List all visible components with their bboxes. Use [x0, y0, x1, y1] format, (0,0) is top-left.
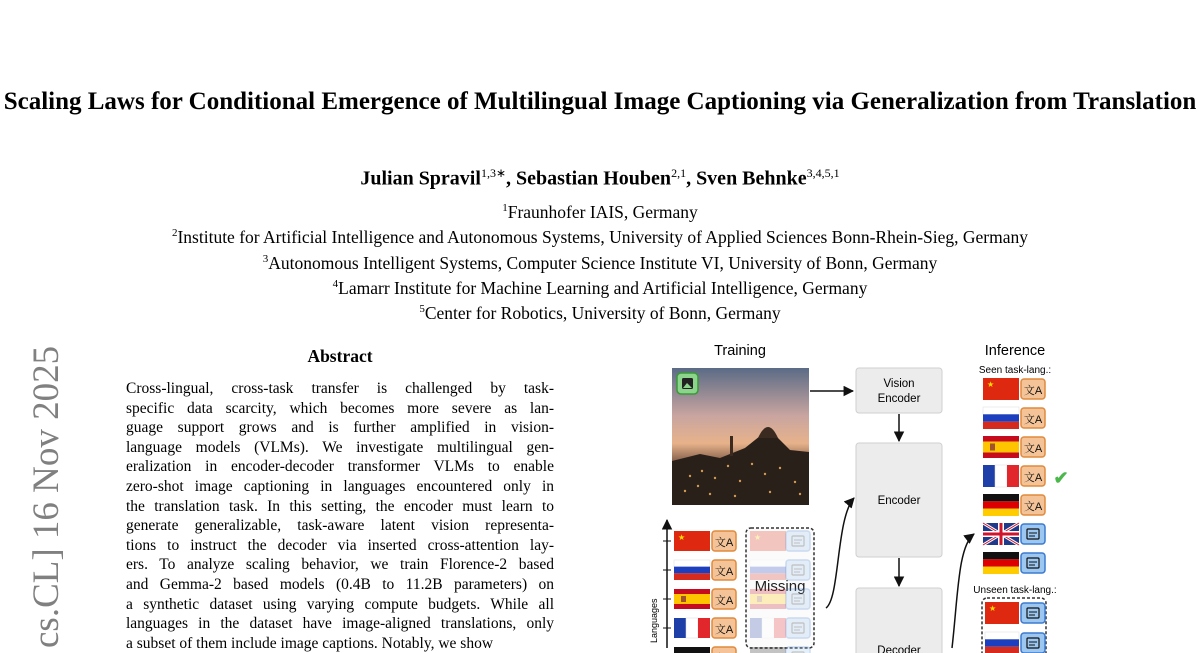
affiliation-number: 5 — [419, 303, 425, 316]
arxiv-stamp: cs.CL] 16 Nov 2025 — [26, 345, 67, 648]
affiliation — [0, 198, 1200, 223]
flag-ru-icon — [983, 407, 1019, 429]
languages-axis-label: Languages — [649, 598, 659, 643]
affiliation-number: 4 — [332, 277, 339, 290]
inference-heading: Inference — [984, 343, 1046, 359]
affiliation-text: Lamarr Institute for Machine Learning and Artificial Intelligence, Germany — [338, 277, 868, 298]
abstract-heading: Abstract — [307, 346, 373, 366]
flag-de-icon — [983, 552, 1019, 574]
affiliation — [0, 249, 1200, 274]
author-affil-marker: 3,4,5,1 — [806, 166, 840, 180]
svg-text:文A: 文A — [1023, 472, 1043, 484]
flag-es-icon — [983, 436, 1019, 458]
affiliation-text: Autonomous Intelligent Systems, Computer Science Institute VI, University of Bonn, Germany — [268, 252, 938, 273]
svg-text:文A: 文A — [1023, 443, 1043, 455]
training-heading: Training — [714, 343, 766, 359]
faded-flag-de-icon — [750, 647, 786, 653]
flag-es-icon — [674, 589, 710, 609]
flag-ru-icon — [985, 632, 1019, 653]
abstract-line: zero-shot image captioning in languages encountered only in — [126, 477, 554, 495]
caption-icon — [1021, 553, 1045, 573]
translate-icon — [712, 589, 736, 609]
abstract-line: guage support grows and is further amplified in vision- — [126, 419, 554, 437]
faded-flag-ru-icon — [750, 560, 786, 580]
flag-uk-icon — [983, 523, 1019, 545]
caption-icon — [1021, 603, 1045, 623]
svg-text:文A: 文A — [1023, 414, 1043, 426]
faded-flag-es-icon — [750, 589, 786, 609]
abstract-line: tions to instruct the decoder via inserted cross-attention lay- — [126, 536, 554, 554]
overview-figure — [640, 336, 1200, 653]
affiliation-text: Institute for Artificial Intelligence and Autonomous Systems, University of Applied Sciences Bonn-Rhein-Sieg, Germany — [177, 227, 1029, 248]
vision-encoder-label: Encoder — [877, 393, 921, 405]
abstract-line: eralization in encoder-decoder transformer VLMs to enable — [126, 458, 554, 476]
translate-icon — [1021, 495, 1045, 515]
affiliation-text: Center for Robotics, University of Bonn, Germany — [424, 303, 781, 324]
author-name: Sebastian Houben — [516, 167, 672, 190]
flag-fr-icon — [674, 618, 710, 638]
svg-text:文A: 文A — [714, 537, 734, 549]
svg-text:★: ★ — [989, 604, 997, 613]
affiliation-number: 2 — [171, 227, 178, 240]
faded-caption-icon — [786, 560, 810, 580]
translate-icon — [712, 531, 736, 551]
author-separator: , — [506, 167, 516, 190]
vision-encoder-label: Vision — [883, 378, 915, 390]
abstract-body — [126, 379, 554, 653]
arrow-tasks-to-encoder — [826, 498, 854, 608]
translate-icon — [1021, 379, 1045, 399]
svg-text:文A: 文A — [714, 595, 734, 607]
flag-fr-icon — [983, 465, 1019, 487]
flag-cn-icon — [983, 378, 1019, 400]
translate-icon — [1021, 437, 1045, 457]
author-affil-marker: 2,1 — [671, 166, 687, 180]
flag-cn-icon — [674, 531, 710, 551]
caption-icon — [1021, 633, 1045, 653]
paper-title: Scaling Laws for Conditional Emergence of Multilingual Image Captioning via Generalization from Translation — [3, 88, 1197, 115]
seen-task-label: Seen task-lang.: — [978, 365, 1052, 376]
abstract-line: ers. To analyze scaling behavior, we train Florence-2 based — [126, 556, 554, 574]
faded-flag-cn-icon — [750, 531, 786, 551]
missing-label: Missing — [754, 578, 806, 595]
vision-encoder-box — [856, 368, 942, 413]
affiliation-number: 3 — [262, 252, 269, 265]
author-list — [0, 166, 1200, 191]
flag-de-icon — [674, 647, 710, 653]
svg-text:文A: 文A — [714, 566, 734, 578]
svg-text:★: ★ — [678, 533, 686, 542]
affiliation-text: Fraunhofer IAIS, Germany — [507, 201, 698, 222]
faded-caption-icon — [786, 531, 810, 551]
faded-caption-icon — [786, 647, 810, 653]
decoder-box — [856, 588, 942, 653]
affiliation-number: 1 — [502, 202, 508, 214]
city-photo — [672, 368, 809, 505]
translate-icon — [1021, 408, 1045, 428]
abstract-line: language models (VLMs). We investigate multilingual gen- — [126, 438, 554, 456]
svg-text:文A: 文A — [1023, 385, 1043, 397]
svg-text:文A: 文A — [714, 624, 734, 636]
affiliation — [0, 223, 1200, 248]
abstract-line: languages in the dataset have image-aligned translations, only — [126, 615, 554, 633]
affiliation-list — [0, 198, 1200, 325]
author-name: Julian Spravil — [360, 167, 481, 190]
abstract-line: the translation task. In this setting, the encoder must learn to — [126, 497, 554, 515]
decoder-label: Decoder — [877, 645, 921, 653]
svg-text:文A: 文A — [1023, 501, 1043, 513]
flag-cn-icon — [985, 602, 1019, 624]
author-separator: , — [686, 167, 697, 190]
author-affil-marker: 1,3∗ — [480, 166, 506, 180]
encoder-label: Encoder — [877, 495, 921, 507]
abstract-line: Cross-lingual, cross-task transfer is challenged by task- — [126, 380, 554, 397]
translate-icon — [1021, 466, 1045, 486]
svg-text:★: ★ — [754, 533, 762, 542]
faded-caption-icon — [786, 589, 810, 609]
check-icon: ✔ — [1053, 468, 1069, 488]
abstract-line: and Gemma-2 based models (0.4B to 11.2B parameters) on — [126, 575, 554, 593]
svg-text:★: ★ — [987, 380, 995, 389]
translate-icon — [712, 647, 736, 653]
affiliation — [0, 274, 1200, 299]
abstract-line: a subset of them include image captions. Notably, we show — [126, 634, 494, 652]
arrow-inference-to-decoder — [952, 534, 974, 648]
unseen-task-label: Unseen task-lang.: — [973, 585, 1057, 596]
faded-caption-icon — [786, 618, 810, 638]
flag-ru-icon — [674, 560, 710, 580]
faded-flag-fr-icon — [750, 618, 786, 638]
abstract-line: a synthetic dataset using varying compute budgets. While all — [126, 595, 554, 613]
flag-de-icon — [983, 494, 1019, 516]
affiliation — [0, 299, 1200, 324]
caption-icon — [1021, 524, 1045, 544]
translate-icon — [712, 560, 736, 580]
translate-icon — [712, 618, 736, 638]
author-name: Sven Behnke — [696, 167, 807, 190]
abstract-line: specific data scarcity, which becomes more severe as lan- — [126, 399, 554, 417]
abstract-line: generate generalizable, task-aware latent vision representa- — [126, 517, 554, 535]
